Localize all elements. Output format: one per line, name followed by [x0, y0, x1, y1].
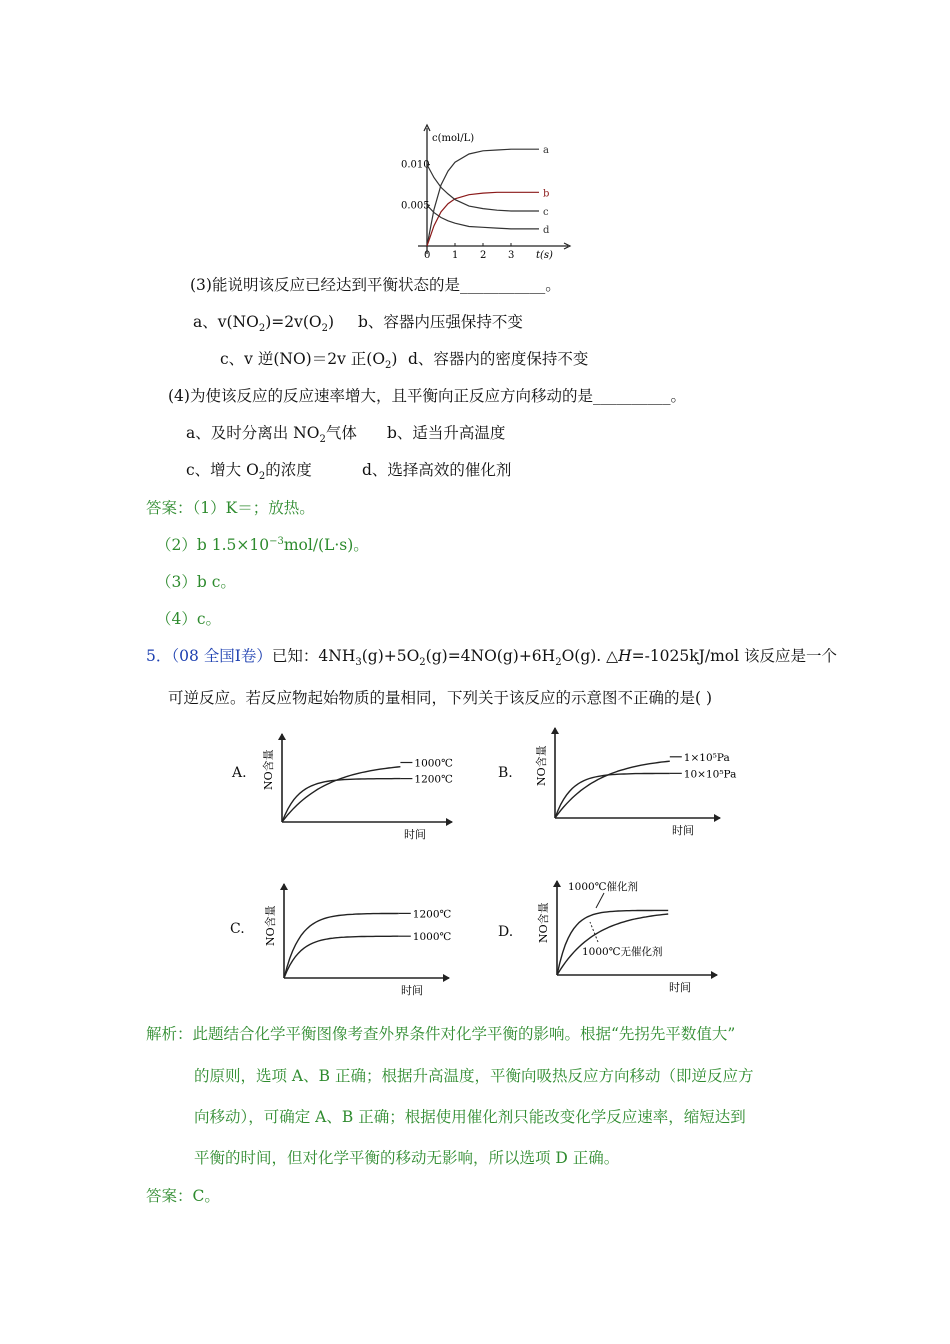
q3-option-a: a、$v(NO_2)=2v(O_2)$: [193, 313, 335, 335]
curve-label-2: 1200℃: [414, 773, 453, 786]
series-label-a: a: [543, 145, 549, 157]
series-label-d: d: [543, 224, 550, 236]
q3-option-d: d、容器内的密度保持不变: [408, 350, 589, 368]
no-catalyst-arrow: [590, 922, 598, 942]
curve-1: [282, 767, 400, 822]
answer-line-4: （4）c。: [156, 610, 222, 628]
x-axis-label: 时间: [669, 981, 691, 994]
analysis-line-2: 的原则，选项 A、B 正确；根据升高温度，平衡向吸热反应方向移动（即逆反应方: [194, 1067, 754, 1085]
x-axis-arrow: [564, 243, 570, 249]
q3-option-c: c、v 逆(NO)＝2v 正$(O_2)$: [220, 350, 398, 372]
series-label-c: c: [543, 207, 549, 219]
x-tick-label: 1: [452, 250, 459, 261]
curve-2: [555, 773, 670, 818]
curve-label-no-catalyst: 1000℃无催化剂: [582, 946, 663, 958]
panel-label-d: D.: [498, 924, 514, 940]
final-answer: 答案：C。: [146, 1187, 220, 1205]
answer-line-2: （2）b $1.5\times 10^{-3}mol/(L\cdot s)$。: [156, 535, 369, 554]
q5-line-1: 5．（08 全国Ⅰ卷）已知：$4NH_3(g)+5O_2(g)=4NO(g)+6H_2O(g)$. △H=-1025kJ/mol 该反应是一个: [146, 647, 838, 669]
q4-option-b: b、适当升高温度: [387, 424, 506, 442]
curve-2: [557, 914, 668, 975]
answer-line-3: （3）b c。: [156, 573, 236, 591]
y-tick-label: 0.005: [401, 200, 430, 212]
curve-label-2: 1000℃: [412, 931, 452, 944]
curve-1: [557, 910, 668, 975]
q3-option-b: b、容器内压强保持不变: [358, 313, 523, 331]
series-line-b: [427, 192, 539, 246]
curve-label-1: 1000℃: [414, 757, 453, 770]
y-axis-arrow: [551, 727, 559, 734]
y-axis-label: NO含量: [264, 905, 277, 946]
q4-option-d: d、选择高效的催化剂: [362, 461, 512, 479]
panel-label-b: B.: [498, 765, 513, 781]
series-line-c: [427, 165, 539, 211]
x-tick-label: 3: [508, 250, 515, 261]
series-line-d: [427, 205, 539, 229]
y-axis-arrow: [553, 880, 561, 887]
analysis-line-4: 平衡的时间，但对化学平衡的移动无影响，所以选项 D 正确。: [194, 1149, 620, 1167]
panel-label-a: A.: [232, 765, 247, 781]
x-axis-arrow: [714, 814, 721, 822]
curve-1: [555, 761, 670, 818]
y-axis-label: NO含量: [537, 902, 550, 943]
x-axis-label: 时间: [404, 828, 426, 841]
y-axis-label: c(mol/L): [432, 133, 475, 144]
series-line-a: [427, 149, 539, 246]
q5-line-2: 可逆反应。若反应物起始物质的量相同，下列关于该反应的示意图不正确的是( ): [168, 689, 713, 707]
q4-option-a: a、及时分离出 $NO_2$气体: [186, 424, 357, 446]
analysis-line-3: 向移动），可确定 A、B 正确；根据使用催化剂只能改变化学反应速率，缩短达到: [194, 1108, 746, 1126]
q4-option-c: c、增大 $O_2$的浓度: [186, 461, 312, 483]
curve-label-1: 1200℃: [412, 908, 452, 921]
x-axis-arrow: [711, 971, 718, 979]
x-axis-arrow: [443, 974, 450, 982]
x-axis-label: t(s): [536, 250, 553, 261]
y-axis-label: NO含量: [262, 749, 275, 790]
panel-label-c: C.: [230, 921, 245, 937]
x-axis-label: 时间: [672, 824, 694, 837]
y-axis-arrow: [424, 125, 430, 131]
y-axis-arrow: [278, 733, 286, 740]
curve-1: [284, 913, 399, 978]
analysis-line-1: 解析：此题结合化学平衡图像考查外界条件对化学平衡的影响。根据“先拐先平数值大”: [146, 1025, 736, 1043]
x-tick-label: 0: [424, 250, 431, 261]
series-label-b: b: [543, 188, 550, 200]
curve-label-2: 10×10⁵Pa: [683, 768, 737, 781]
y-tick-label: 0.010: [401, 159, 430, 171]
x-tick-label: 2: [480, 250, 487, 261]
y-axis-label: NO含量: [535, 745, 548, 786]
x-axis-label: 时间: [401, 984, 423, 997]
answer-line-1: 答案：（1）K＝；放热。: [146, 499, 315, 517]
curve-label-catalyst: 1000℃催化剂: [568, 881, 638, 893]
y-axis-arrow: [280, 883, 288, 890]
curve-label-1: 1×10⁵Pa: [683, 751, 730, 764]
q3-stem: (3)能说明该反应已经达到平衡状态的是___________。: [190, 276, 561, 294]
q4-stem: (4)为使该反应的反应速率增大，且平衡向正反应方向移动的是__________。: [168, 387, 686, 405]
x-axis-arrow: [446, 818, 453, 826]
catalyst-arrow: [596, 893, 604, 908]
curve-2: [282, 779, 400, 822]
curve-2: [284, 936, 399, 978]
